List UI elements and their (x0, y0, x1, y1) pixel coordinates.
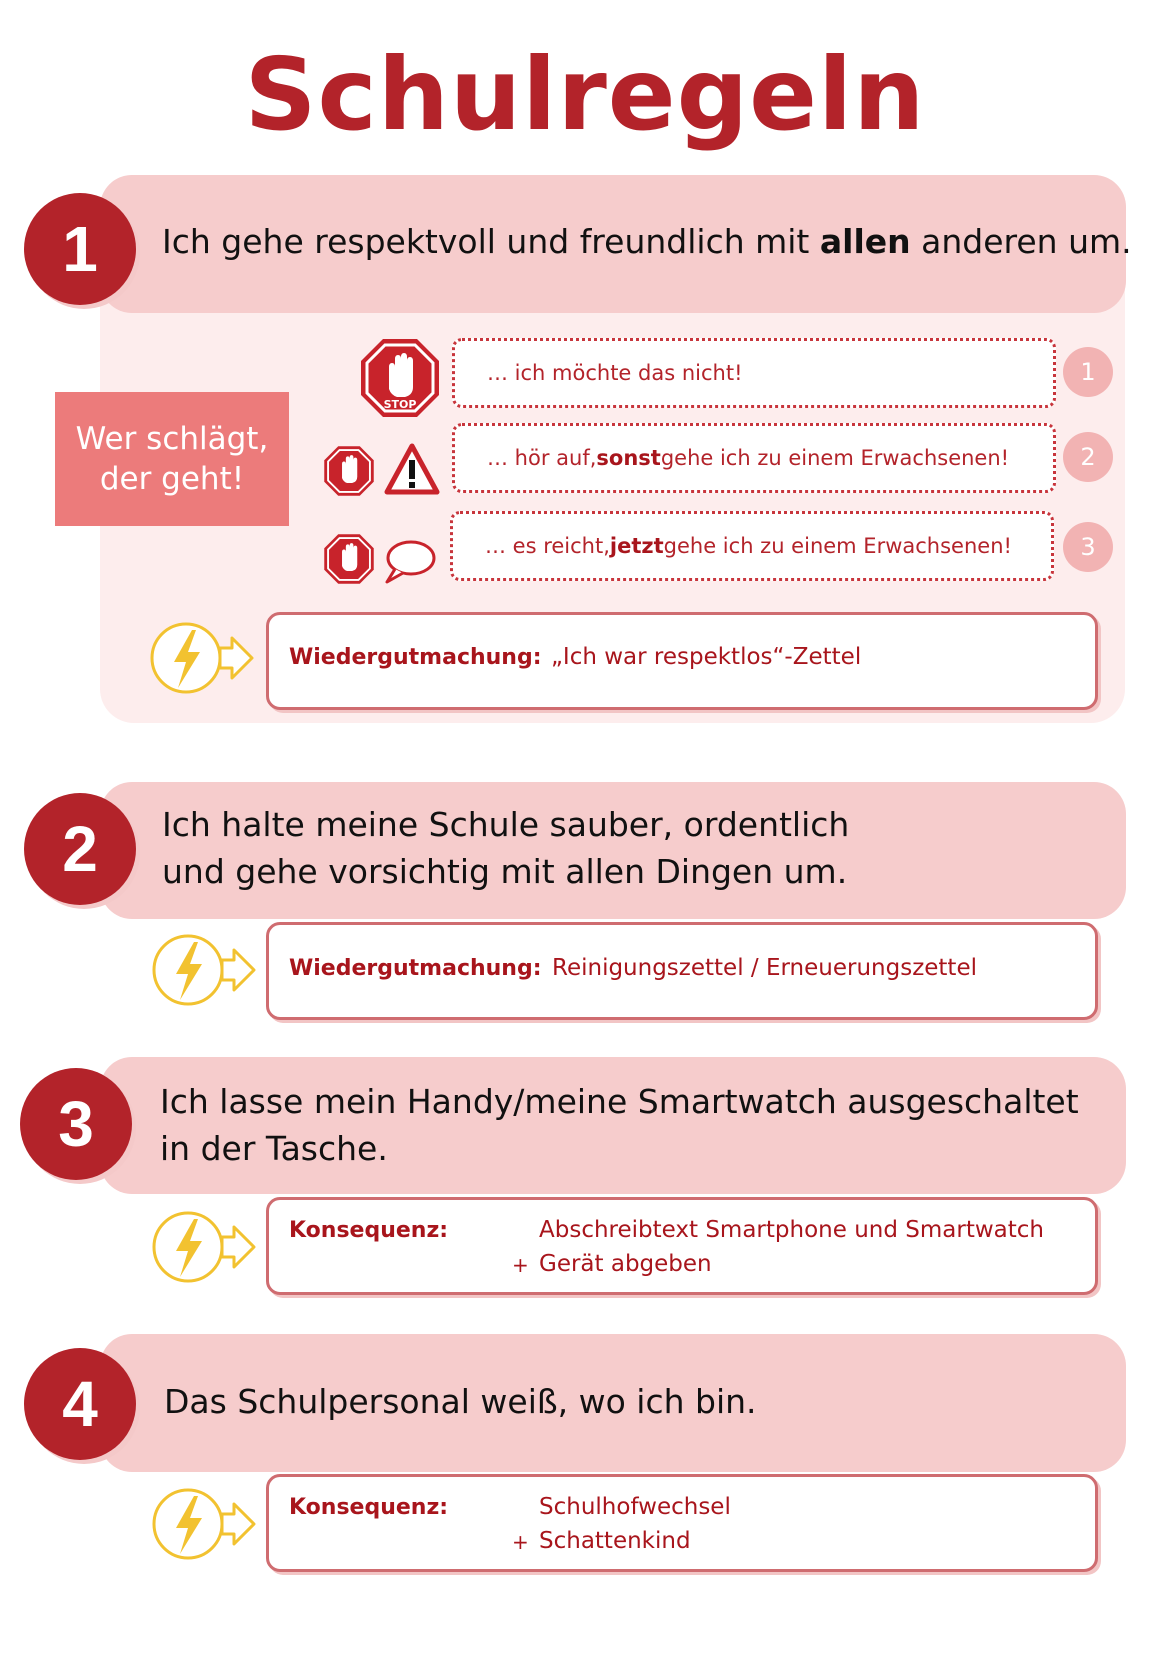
warning-triangle-icon (384, 443, 440, 495)
rule-1-number: 1 (24, 193, 136, 305)
consequence-value-1: Schulhofwechsel (539, 1494, 731, 1520)
side-note-line1: Wer schlägt, (75, 421, 269, 457)
consequence-value-1: Abschreibtext Smartphone und Smartwatch (539, 1217, 1044, 1243)
rule-1-consequence-box (266, 612, 1098, 710)
consequence-label: Wiedergutmachung: (289, 956, 542, 981)
stop-hand-icon (359, 337, 441, 419)
lightning-arrow-icon (150, 1209, 260, 1285)
rule-4-consequence-box (266, 1474, 1098, 1572)
consequence-value-2: Schattenkind (539, 1528, 691, 1554)
lightning-arrow-icon (148, 620, 258, 696)
step-2-box: … hör auf, sonst gehe ich zu einem Erwachsenen! (452, 423, 1056, 493)
lightning-arrow-icon (150, 932, 260, 1008)
page-title: Schulregeln (244, 36, 926, 153)
rule-3-text: Ich lasse mein Handy/meine Smartwatch ausgeschaltet in der Tasche. (160, 1082, 1079, 1168)
consequence-value-2: Gerät abgeben (539, 1251, 712, 1277)
consequence-value: Reinigungszettel / Erneuerungszettel (552, 955, 977, 981)
rule-4-number: 4 (24, 1348, 136, 1460)
rule-2-number: 2 (24, 793, 136, 905)
side-note-line2: der geht! (99, 461, 245, 497)
plus-sign: + (512, 1253, 529, 1277)
stop-hand-icon (323, 445, 375, 497)
consequence-label: Wiedergutmachung: (289, 645, 542, 670)
rule-3-consequence-box (266, 1197, 1098, 1295)
rule-4-text: Das Schulpersonal weiß, wo ich bin. (164, 1382, 757, 1421)
step-1-circle: 1 (1063, 347, 1113, 397)
step-3-box: … es reicht, jetzt gehe ich zu einem Erwachsenen! (450, 511, 1054, 581)
rule-3-number: 3 (20, 1068, 132, 1180)
step-2-circle: 2 (1063, 432, 1113, 482)
consequence-label: Konsequenz: (289, 1218, 449, 1243)
step-1-box: … ich möchte das nicht! (452, 338, 1056, 408)
side-note (55, 392, 289, 526)
svg-text:STOP: STOP (383, 398, 417, 411)
step-3-circle: 3 (1063, 522, 1113, 572)
speech-bubble-icon (381, 538, 437, 586)
consequence-label: Konsequenz: (289, 1495, 449, 1520)
consequence-value: „Ich war respektlos“-Zettel (551, 644, 862, 670)
stop-hand-icon (323, 533, 375, 585)
rule-1-text: Ich gehe respektvoll und freundlich mit allen anderen um. (162, 222, 1132, 261)
plus-sign: + (512, 1530, 529, 1554)
rule-2-text: Ich halte meine Schule sauber, ordentlich und gehe vorsichtig mit allen Dingen um. (162, 805, 850, 891)
rule-2-consequence-box (266, 922, 1098, 1020)
lightning-arrow-icon (150, 1486, 260, 1562)
